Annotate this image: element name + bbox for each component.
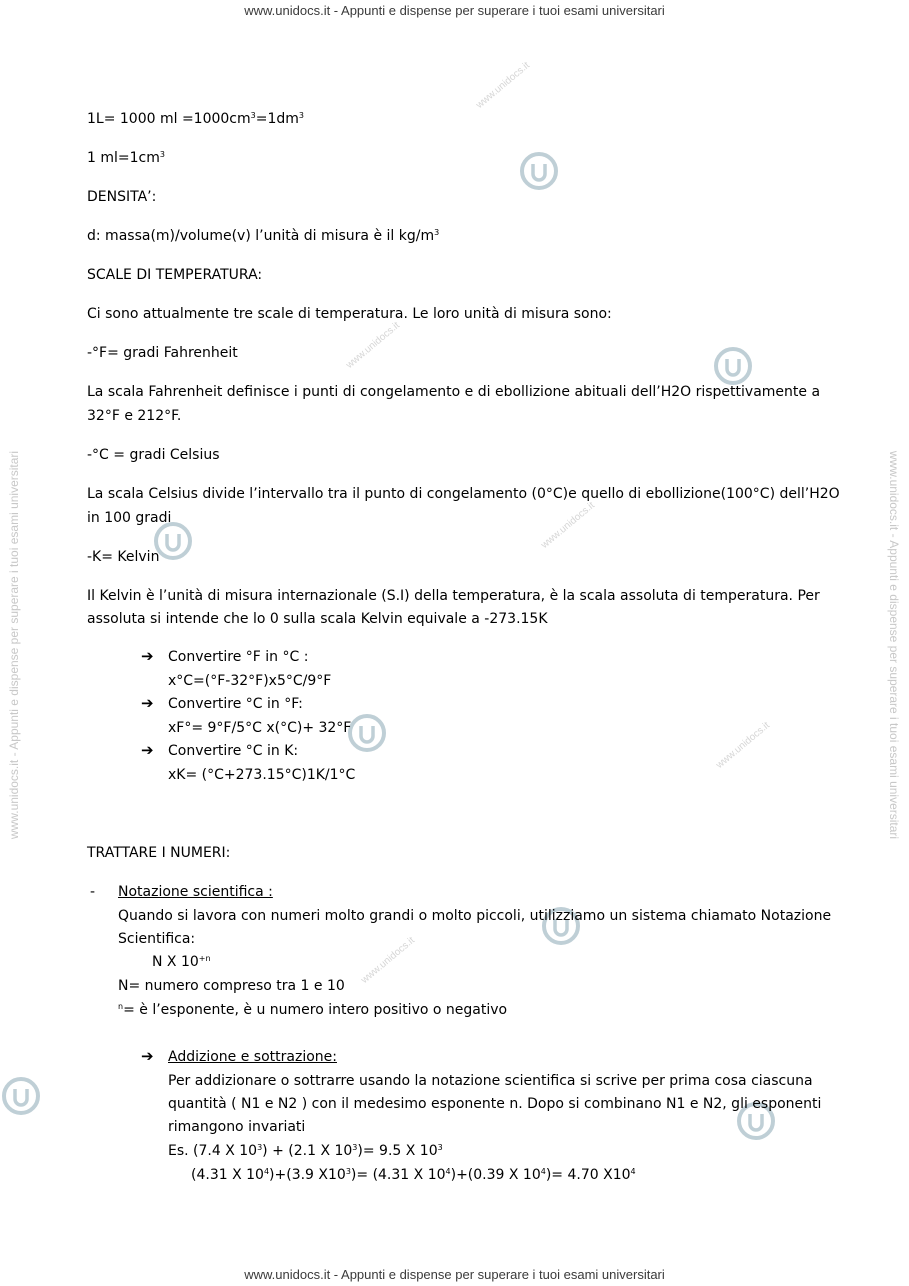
- paragraph: Quando si lavora con numeri molto grandi o molto piccoli, utilizziamo un sistema chiamato Notazione: [118, 908, 832, 924]
- arrow-right-icon: ➔: [141, 694, 154, 712]
- paragraph: $^n$= è l’esponente, è u numero intero positivo o negativo: [118, 1002, 508, 1018]
- kelvin-heading: -K= Kelvin: [87, 549, 160, 565]
- unidocs-logo-icon: [346, 712, 388, 754]
- section-heading-densita: DENSITA’:: [87, 189, 157, 205]
- conversion-formula: xF°= 9°F/5°C x(°C)+ 32°F: [168, 720, 352, 736]
- conversion-formula: xK= (°C+273.15°C)1K/1°C: [168, 767, 356, 783]
- paragraph: Per addizionare o sottrarre usando la notazione scientifica si scrive per prima cosa ciascuna: [168, 1073, 813, 1089]
- page-header-watermark: www.unidocs.it - Appunti e dispense per superare i tuoi esami universitari: [244, 3, 665, 18]
- notation-formula: N X $10^{+n}$: [152, 954, 211, 970]
- arrow-right-icon: ➔: [141, 647, 154, 665]
- paragraph: in 100 gradi: [87, 510, 172, 526]
- fahrenheit-heading: -°F= gradi Fahrenheit: [87, 345, 238, 361]
- conversion-label: Convertire °C in K:: [168, 743, 299, 759]
- diagonal-watermark: www.unidocs.it: [539, 500, 597, 551]
- paragraph: Scientifica:: [118, 931, 196, 947]
- paragraph: quantità ( N1 e N2 ) con il medesimo esponente n. Dopo si combinano N1 e N2, gli esponenti: [168, 1096, 822, 1112]
- paragraph: rimangono invariati: [168, 1119, 306, 1135]
- paragraph: Ci sono attualmente tre scale di temperatura. Le loro unità di misura sono:: [87, 306, 612, 322]
- right-side-watermark: www.unidocs.it - Appunti e dispense per superare i tuoi esami universitari: [887, 450, 901, 840]
- unidocs-logo-icon: [518, 150, 560, 192]
- section-heading-numeri: TRATTARE I NUMERI:: [87, 845, 231, 861]
- paragraph: 32°F e 212°F.: [87, 408, 182, 424]
- density-definition: d: massa(m)/volume(v) l’unità di misura è il $kg/m^3$: [87, 228, 440, 244]
- celsius-heading: -°C = gradi Celsius: [87, 447, 220, 463]
- diagonal-watermark: www.unidocs.it: [474, 60, 532, 111]
- left-side-watermark: www.unidocs.it - Appunti e dispense per superare i tuoi esami universitari: [7, 450, 21, 840]
- addition-heading: Addizione e sottrazione:: [168, 1049, 337, 1065]
- page-footer-watermark: www.unidocs.it - Appunti e dispense per superare i tuoi esami universitari: [244, 1267, 665, 1282]
- arrow-right-icon: ➔: [141, 1047, 154, 1065]
- list-bullet: -: [90, 884, 96, 900]
- diagonal-watermark: www.unidocs.it: [714, 720, 772, 771]
- diagonal-watermark: www.unidocs.it: [344, 320, 402, 371]
- paragraph: La scala Fahrenheit definisce i punti di congelamento e di ebollizione abituali dell’H2O rispettivamente a: [87, 384, 821, 400]
- notation-heading: Notazione scientifica :: [118, 884, 273, 900]
- unidocs-logo-icon: [0, 1075, 42, 1117]
- diagonal-watermark: www.unidocs.it: [359, 935, 417, 986]
- unidocs-logo-icon: [712, 345, 754, 387]
- paragraph: N= numero compreso tra 1 e 10: [118, 978, 345, 994]
- paragraph: Il Kelvin è l’unità di misura internazionale (S.I) della temperatura, è la scala assoluta di temperatura. Per: [87, 588, 820, 604]
- example-line: (4.31 X $10^4)+(3.9$ $X10^3)= (4.31$ X $10^4)+(0.39$ X $10^4)= 4.70$ $X10^4$: [191, 1167, 636, 1183]
- arrow-right-icon: ➔: [141, 741, 154, 759]
- ml-equivalence-line: 1 $ml=1cm^3$: [87, 150, 165, 166]
- conversion-label: Convertire °C in °F:: [168, 696, 303, 712]
- paragraph: assoluta si intende che lo 0 sulla scala Kelvin equivale a -273.15K: [87, 611, 548, 627]
- conversion-label: Convertire °F in °C :: [168, 649, 309, 665]
- conversion-formula: x°C=(°F-32°F)x5°C/9°F: [168, 673, 332, 689]
- paragraph: La scala Celsius divide l’intervallo tra il punto di congelamento (0°C)e quello di ebollizione(100°C) dell’H2O: [87, 486, 840, 502]
- volume-equivalence-line: 1L= 1000 ml $=1000cm^3=1dm^3$: [87, 111, 304, 127]
- section-heading-scale: SCALE DI TEMPERATURA:: [87, 267, 263, 283]
- example-line: Es. (7.4 X $10^3) + (2.1$ X $10^3)= 9.5$ X $10^3$: [168, 1143, 443, 1159]
